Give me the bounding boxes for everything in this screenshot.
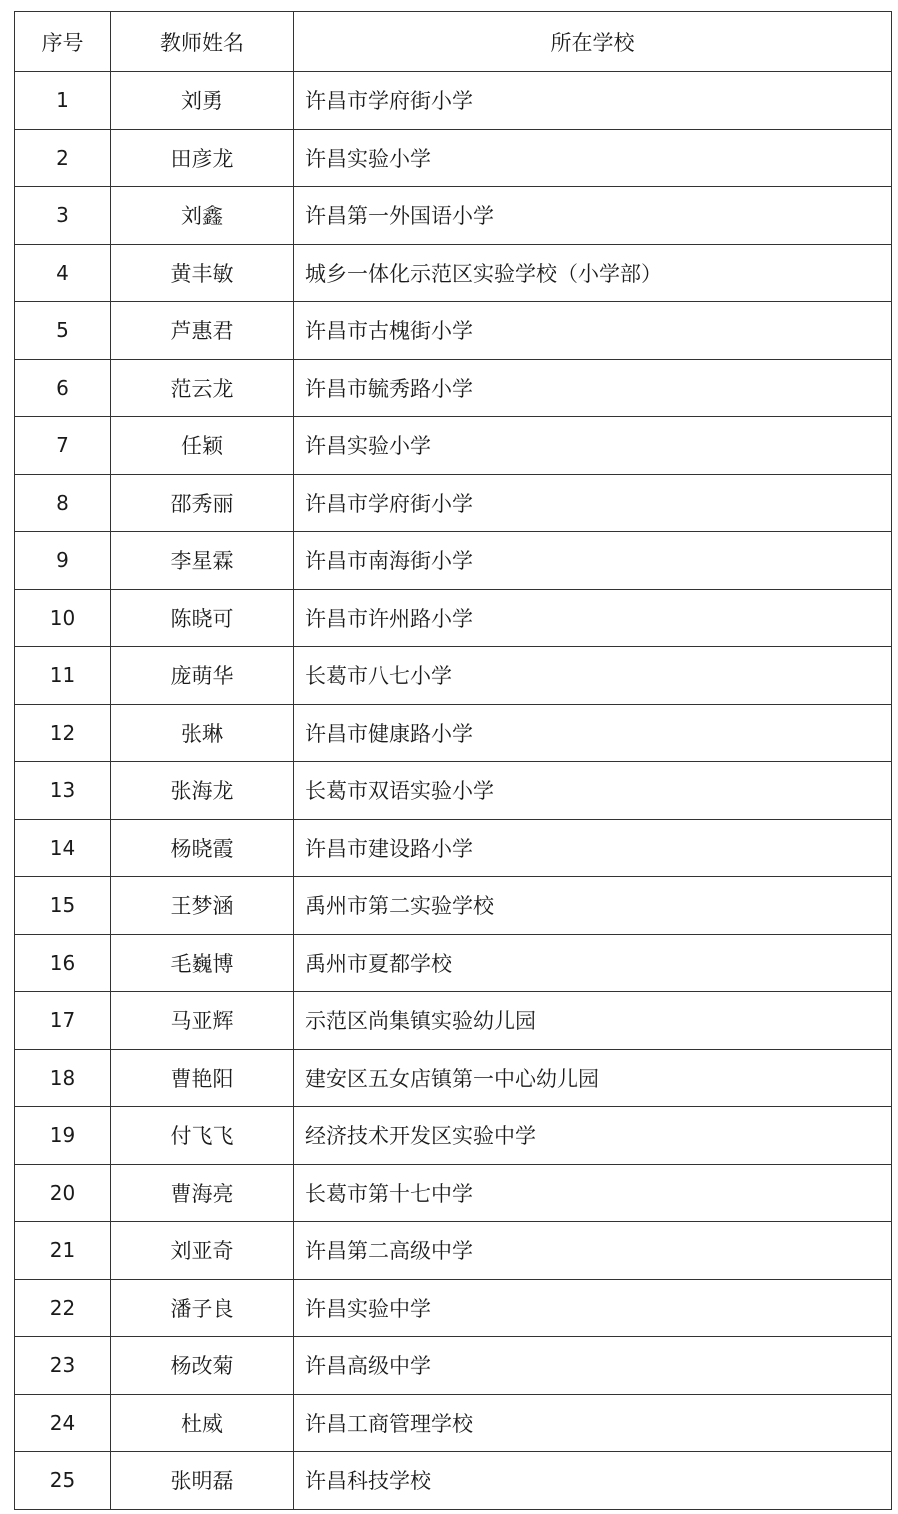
row-teacher-name-cell: 杨改菊 [111,1337,294,1395]
row-school-cell: 许昌市学府街小学 [294,474,892,532]
header-index: 序号 [15,12,111,72]
row-school-cell: 长葛市八七小学 [294,647,892,705]
row-index-cell: 15 [15,877,111,935]
row-teacher-name-cell: 任颖 [111,417,294,475]
row-teacher-name-cell: 张海龙 [111,762,294,820]
row-school-cell: 许昌科技学校 [294,1452,892,1510]
row-teacher-name-cell: 潘子良 [111,1279,294,1337]
row-school-cell: 许昌市建设路小学 [294,819,892,877]
row-teacher-name-cell: 付飞飞 [111,1107,294,1165]
row-index-cell: 5 [15,302,111,360]
row-school-cell: 禹州市夏都学校 [294,934,892,992]
row-school-cell: 许昌实验中学 [294,1279,892,1337]
table-row [15,187,892,245]
table-row [15,762,892,820]
row-teacher-name-cell: 曹海亮 [111,1164,294,1222]
row-school-cell: 许昌第一外国语小学 [294,187,892,245]
row-teacher-name-cell: 马亚辉 [111,992,294,1050]
row-teacher-name-cell: 芦惠君 [111,302,294,360]
row-school-cell: 示范区尚集镇实验幼儿园 [294,992,892,1050]
row-index-cell: 9 [15,532,111,590]
row-index-cell: 3 [15,187,111,245]
row-index-cell: 1 [15,72,111,130]
row-index-cell: 10 [15,589,111,647]
row-teacher-name-cell: 陈晓可 [111,589,294,647]
row-teacher-name-cell: 刘鑫 [111,187,294,245]
row-teacher-name-cell: 刘勇 [111,72,294,130]
row-school-cell: 长葛市双语实验小学 [294,762,892,820]
table-row [15,819,892,877]
table-row [15,302,892,360]
row-index-cell: 6 [15,359,111,417]
row-school-cell: 许昌市健康路小学 [294,704,892,762]
row-index-cell: 25 [15,1452,111,1510]
row-teacher-name-cell: 田彦龙 [111,129,294,187]
row-index-cell: 7 [15,417,111,475]
row-teacher-name-cell: 杜威 [111,1394,294,1452]
row-index-cell: 14 [15,819,111,877]
table-row [15,934,892,992]
row-index-cell: 13 [15,762,111,820]
row-index-cell: 22 [15,1279,111,1337]
row-teacher-name-cell: 刘亚奇 [111,1222,294,1280]
row-index-cell: 11 [15,647,111,705]
table-row [15,474,892,532]
row-teacher-name-cell: 李星霖 [111,532,294,590]
row-school-cell: 许昌实验小学 [294,417,892,475]
row-school-cell: 长葛市第十七中学 [294,1164,892,1222]
table-row [15,992,892,1050]
row-index-cell: 23 [15,1337,111,1395]
row-school-cell: 许昌实验小学 [294,129,892,187]
row-teacher-name-cell: 张明磊 [111,1452,294,1510]
row-index-cell: 24 [15,1394,111,1452]
table-row [15,1394,892,1452]
table-row [15,704,892,762]
table-row [15,1049,892,1107]
row-index-cell: 4 [15,244,111,302]
row-index-cell: 18 [15,1049,111,1107]
table-body [15,72,892,1510]
table-row [15,1279,892,1337]
row-school-cell: 经济技术开发区实验中学 [294,1107,892,1165]
table-row [15,72,892,130]
row-school-cell: 城乡一体化示范区实验学校（小学部） [294,244,892,302]
row-school-cell: 许昌市南海街小学 [294,532,892,590]
row-school-cell: 许昌市学府街小学 [294,72,892,130]
row-index-cell: 12 [15,704,111,762]
table-row [15,1222,892,1280]
row-index-cell: 8 [15,474,111,532]
table-row [15,877,892,935]
row-school-cell: 许昌高级中学 [294,1337,892,1395]
row-teacher-name-cell: 范云龙 [111,359,294,417]
row-teacher-name-cell: 毛巍博 [111,934,294,992]
header-teacher-name: 教师姓名 [111,12,294,72]
table-row [15,129,892,187]
row-teacher-name-cell: 黄丰敏 [111,244,294,302]
row-teacher-name-cell: 邵秀丽 [111,474,294,532]
row-teacher-name-cell: 王梦涵 [111,877,294,935]
row-school-cell: 许昌市古槐街小学 [294,302,892,360]
table-row [15,589,892,647]
row-school-cell: 许昌市毓秀路小学 [294,359,892,417]
row-teacher-name-cell: 曹艳阳 [111,1049,294,1107]
row-teacher-name-cell: 庞萌华 [111,647,294,705]
row-index-cell: 19 [15,1107,111,1165]
table-row [15,244,892,302]
row-index-cell: 16 [15,934,111,992]
row-school-cell: 禹州市第二实验学校 [294,877,892,935]
row-index-cell: 17 [15,992,111,1050]
teacher-list-table [14,11,892,1510]
row-index-cell: 20 [15,1164,111,1222]
table-row [15,417,892,475]
table-row [15,1337,892,1395]
row-teacher-name-cell: 张琳 [111,704,294,762]
table-row [15,1452,892,1510]
row-school-cell: 许昌第二高级中学 [294,1222,892,1280]
table-row [15,359,892,417]
row-school-cell: 许昌市许州路小学 [294,589,892,647]
row-index-cell: 21 [15,1222,111,1280]
row-index-cell: 2 [15,129,111,187]
table-header-row [15,12,892,72]
header-school: 所在学校 [294,12,892,72]
table-row [15,647,892,705]
row-school-cell: 建安区五女店镇第一中心幼儿园 [294,1049,892,1107]
table-row [15,1164,892,1222]
row-teacher-name-cell: 杨晓霞 [111,819,294,877]
table-row [15,1107,892,1165]
table-row [15,532,892,590]
row-school-cell: 许昌工商管理学校 [294,1394,892,1452]
